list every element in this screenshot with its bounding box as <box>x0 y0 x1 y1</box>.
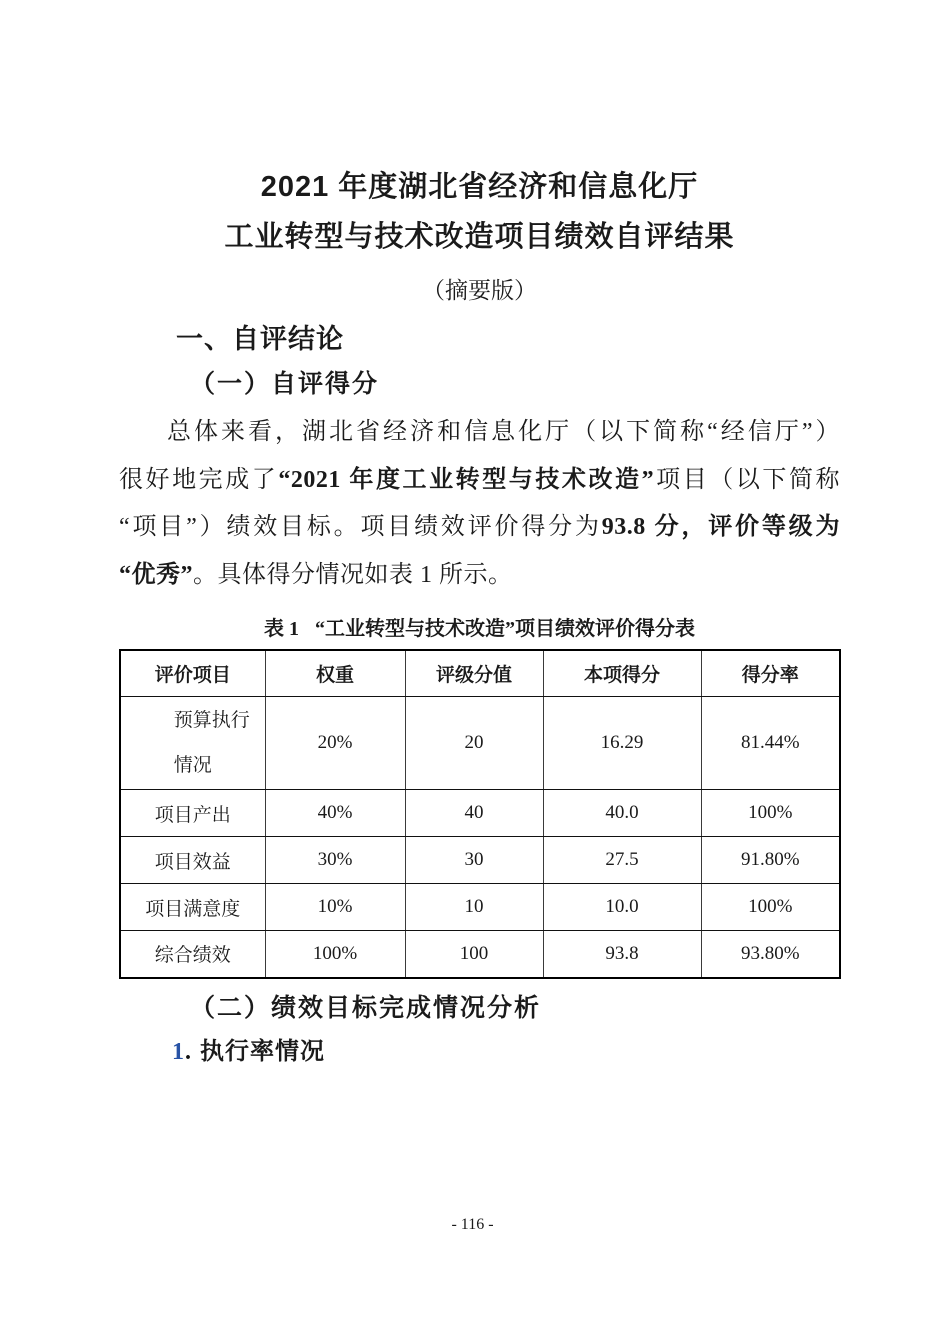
cell-rate: 100% <box>701 790 840 837</box>
cell-rate: 91.80% <box>701 837 840 884</box>
heading-text: 执行率情况 <box>200 1038 325 1065</box>
heading-number-dot: . <box>185 1038 192 1065</box>
column-header-item: 评价项目 <box>120 650 265 697</box>
subsection-heading-2: （二）绩效目标完成情况分析 <box>190 994 542 1022</box>
text-run: 总体来看，湖北省经济和信息化厅（以下简称“经信厅”） <box>167 419 840 445</box>
cell-max-score: 10 <box>405 884 543 931</box>
subsection-heading-1: （一）自评得分 <box>190 371 380 398</box>
cell-rate: 100% <box>701 884 840 931</box>
text-run: “项目”）绩效目标。项目绩效评价得分为 <box>119 514 602 540</box>
table-header-row <box>120 650 840 697</box>
paragraph-line-4 <box>119 552 840 600</box>
paragraph-line-1 <box>119 409 840 457</box>
cell-weight: 100% <box>265 931 405 978</box>
document-title-line1: 2021 年度湖北省经济和信息化厅 <box>260 171 699 203</box>
cell-score: 40.0 <box>543 790 701 837</box>
page-number: - 116 - <box>451 1216 494 1233</box>
text-run-bold: “优秀” <box>119 561 193 588</box>
cell-weight: 20% <box>265 697 405 790</box>
cell-item: 项目效益 <box>120 837 265 884</box>
column-header-score: 本项得分 <box>543 650 701 697</box>
paragraph-line-2 <box>119 457 840 505</box>
section-heading-1: 一、自评结论 <box>176 324 344 354</box>
table-caption-title: “工业转型与技术改造”项目绩效评价得分表 <box>315 618 695 640</box>
cell-max-score: 40 <box>405 790 543 837</box>
cell-weight: 10% <box>265 884 405 931</box>
document-subtitle: （摘要版） <box>422 278 537 303</box>
table-caption-label: 表 1 <box>264 618 299 640</box>
cell-score: 10.0 <box>543 884 701 931</box>
document-title-line2: 工业转型与技术改造项目绩效自评结果 <box>224 221 735 253</box>
column-header-rate: 得分率 <box>701 650 840 697</box>
text-run: 很好地完成了 <box>119 466 279 493</box>
body-paragraph <box>119 409 840 599</box>
cell-rate: 81.44% <box>701 697 840 790</box>
cell-item: 综合绩效 <box>120 931 265 978</box>
table-row <box>120 837 840 884</box>
table-caption <box>119 617 840 642</box>
cell-rate: 93.80% <box>701 931 840 978</box>
table-row <box>120 790 840 837</box>
text-run-bold: “2021 年度工业转型与技术改造” <box>278 466 655 493</box>
cell-item: 项目满意度 <box>120 884 265 931</box>
column-header-max-score: 评级分值 <box>405 650 543 697</box>
cell-max-score: 30 <box>405 837 543 884</box>
table-row <box>120 884 840 931</box>
table-row <box>120 697 840 790</box>
cell-weight: 30% <box>265 837 405 884</box>
column-header-weight: 权重 <box>265 650 405 697</box>
cell-item-text: 预算执行情况 <box>173 710 250 776</box>
text-run: 项目（以下简称 <box>654 466 841 493</box>
cell-item: 项目产出 <box>120 790 265 837</box>
paragraph-line-3 <box>119 504 840 552</box>
text-run-bold: 93.8 分，评价等级为 <box>601 514 841 540</box>
cell-max-score: 100 <box>405 931 543 978</box>
table-row <box>120 931 840 978</box>
cell-item <box>120 697 265 790</box>
cell-max-score: 20 <box>405 697 543 790</box>
cell-score: 16.29 <box>543 697 701 790</box>
heading-number: 1 <box>172 1038 185 1065</box>
text-run: 。具体得分情况如表 1 所示。 <box>193 561 513 588</box>
numbered-heading-1 <box>172 1037 840 1067</box>
cell-score: 27.5 <box>543 837 701 884</box>
cell-score: 93.8 <box>543 931 701 978</box>
cell-weight: 40% <box>265 790 405 837</box>
score-table <box>119 649 841 979</box>
